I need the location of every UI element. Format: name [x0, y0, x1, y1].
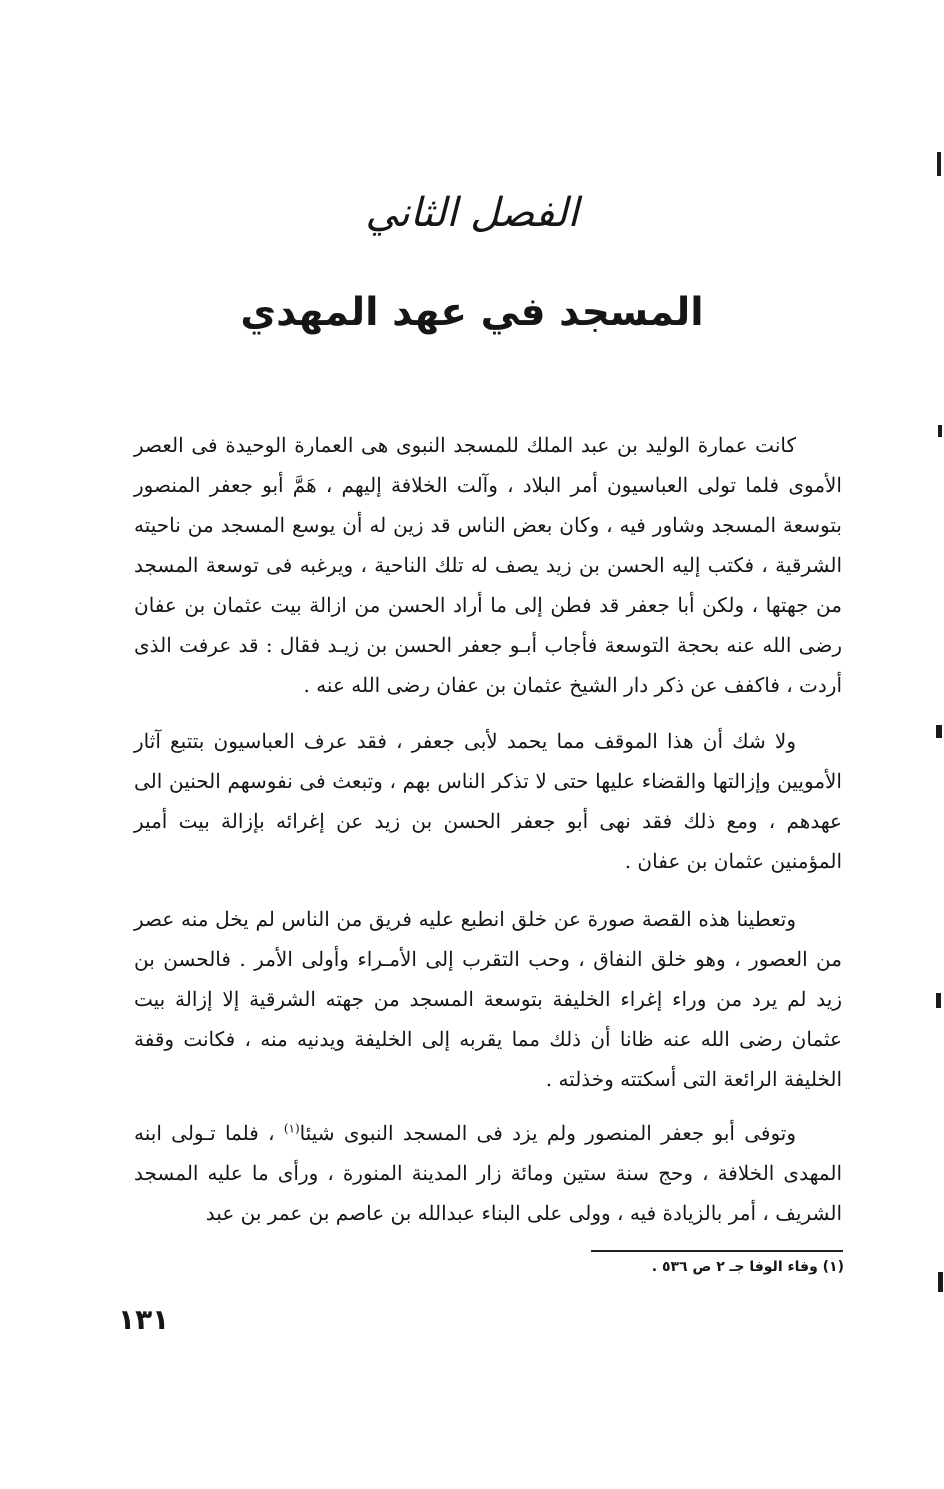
chapter-label: الفصل الثاني: [365, 190, 579, 236]
paragraph: كانت عمارة الوليد بن عبد الملك للمسجد النبوى هى العمارة الوحيدة فى العصر الأموى فلما تولى العباسيون أمر البلاد ، وآلت الخلافة إليهم ، هَمَّ أبو جعفر المنصور بتوسعة المسجد وشاور فيه ، وكان بعض الناس قد زين له أن يوسع المسجد من ناحيته الشرقية ، فكتب إليه الحسن بن زيد يصف له تلك الناحية ، ويرغبه فى توسعة المسجد من جهتها ، ولكن أبا جعفر قد فطن إلى ما أراد الحسن من ازالة بيت عثمان بن عفان رضى الله عنه بحجة التوسعة فأجاب أبـو جعفر الحسن بن زيـد فقال : قد عرفت الذى أردت ، فاكفف عن ذكر دار الشيخ عثمان بن عفان رضى الله عنه .: [134, 433, 843, 697]
scan-edge-mark: [936, 993, 941, 1008]
paragraph-text: وتوفى أبو جعفر المنصور ولم يزد فى المسجد النبوى شيئا: [299, 1121, 797, 1145]
scan-edge-mark: [937, 152, 941, 176]
paragraph: وتعطينا هذه القصة صورة عن خلق انطبع عليه فريق من الناس لم يخل منه عصر من العصور ، وهو خلق النفاق ، وحب التقرب إلى الأمـراء وأولى الأمر . فالحسن بن زيد لم يرد من وراء إغراء الخليفة بتوسعة المسجد من جهته الشرقية إلا إزالة بيت عثمان رضى الله عنه ظانا أن ذلك مما يقربه إلى الخليفة ويدنيه منه ، فكانت وقفة الخليفة الرائعة التى أسكتته وخذلته .: [134, 907, 842, 1091]
body-text: [134, 425, 842, 1233]
chapter-title: المسجد في عهد المهدي: [240, 290, 704, 335]
paragraph: ولا شك أن هذا الموقف مما يحمد لأبى جعفر ، فقد عرف العباسيون بتتبع آثار الأمويين وإزالتها والقضاء عليها حتى لا تذكر الناس بهم ، وتبعث فى نفوسهم الحنين الى عهدهم ، ومع ذلك فقد نهى أبو جعفر الحسن بن زيد عن إغرائه بإزالة بيت أمير المؤمنين عثمان بن عفان .: [134, 729, 842, 873]
scan-edge-mark: [938, 425, 942, 437]
scan-edge-mark: [938, 1272, 943, 1292]
footnote: (١) وفاء الوفا جـ ٢ ص ٥٣٦ .: [651, 1259, 844, 1275]
footnote-divider: [591, 1250, 843, 1252]
paragraph: [134, 1113, 842, 1233]
scan-edge-mark: [936, 725, 942, 738]
page-number: ١٣١: [118, 1303, 170, 1336]
paragraph-text: ، فلما تـولى ابنه المهدى الخلافة ، وحج سنة ستين ومائة زار المدينة المنورة ، ورأى ما عليه المسجد الشريف ، أمر بالزيادة فيه ، وولى على البناء عبدالله بن عاصم بن عمر بن عبد: [134, 1121, 842, 1225]
footnote-marker: (١): [283, 1121, 300, 1136]
